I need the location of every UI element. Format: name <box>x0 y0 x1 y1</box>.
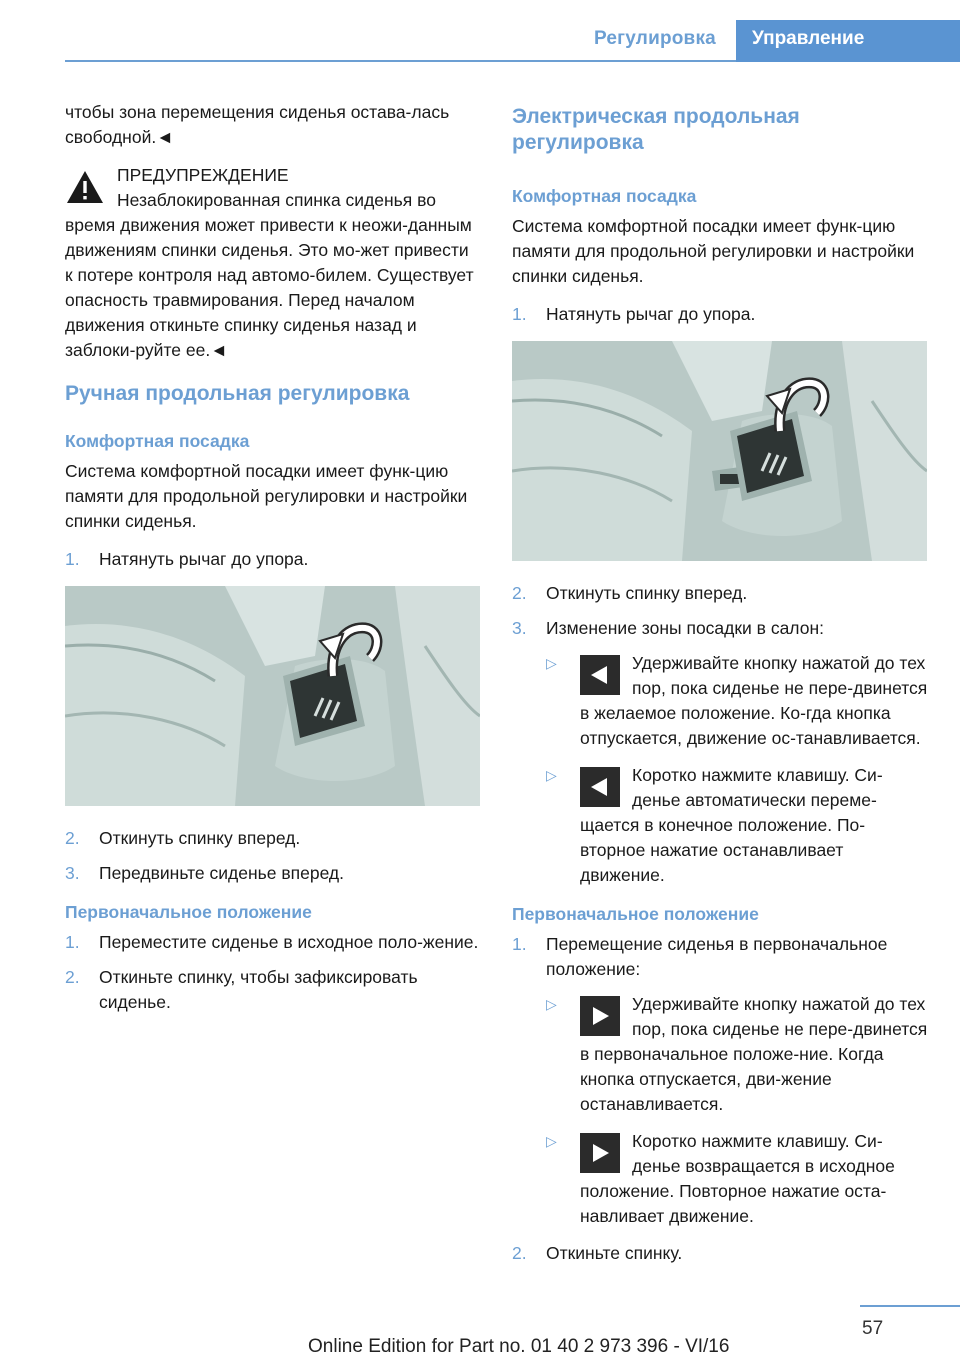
bullet-item: ▷ Коротко нажмите клавишу. Си-денье возвращается в исходное положение. Повторное нажатие оста-навливает движение. <box>546 1131 895 1226</box>
arrow-left-button-icon <box>580 655 620 695</box>
comfort-title-right: Комфортная посадка <box>512 186 697 206</box>
warning-text: Незаблокированная спинка сиденья во время движения может привести к неожи-данным движениям спинки сиденья. Это мо-жет привести к потере контроля над автомо-билем. Существует опасность травмирования. Перед началом движения откиньте спинку сиденья назад и заблоки-руйте ее.◄ <box>65 190 474 360</box>
comfort-text-right: Система комфортной посадки имеет функ-цию памяти для продольной регулировки и настройки спинки сиденья. <box>512 216 915 286</box>
warning-icon <box>65 169 105 205</box>
steps-list-right-2 <box>512 581 930 888</box>
comfort-text: Система комфортной посадки имеет функ-цию памяти для продольной регулировки и настройки спинки сиденья. <box>65 461 468 531</box>
arrow-left-button-icon <box>580 767 620 807</box>
list-item: 2. Откиньте спинку, чтобы зафиксировать сиденье. <box>65 967 418 1012</box>
bullet-item: ▷ Удерживайте кнопку нажатой до тех пор, пока сиденье не пере-двинется в желаемое положение. Ко-гда кнопка отпускается, движение ос-танавливается. <box>546 653 928 748</box>
page-number: 57 <box>862 1318 884 1339</box>
list-item: 1. Перемещение сиденья в первоначальное положение: ▷ Удерживайте кнопку нажатой до тех пор, пока сиденье не пере-двинется в первоначальное положе-ние. Когда кнопка отпускается, дви-жение останавливается. ▷ Коротко нажмите клавишу. Си-денье возвращается в исходное положение. Повторное нажатие оста-навливает движение. <box>512 932 930 1229</box>
triangle-bullet-icon: ▷ <box>546 767 557 783</box>
list-item: 1. Натянуть рычаг до упора. <box>512 304 756 324</box>
list-item: 2. Откинуть спинку вперед. <box>65 828 301 848</box>
triangle-bullet-icon: ▷ <box>546 655 557 671</box>
seat-lever-illustration-right <box>512 341 927 561</box>
warning-title: ПРЕДУПРЕЖДЕНИЕ <box>117 165 289 185</box>
tab-controls[interactable]: Управление <box>736 20 960 62</box>
list-item: 1. Натянуть рычаг до упора. <box>65 549 309 569</box>
intro-text: чтобы зона перемещения сиденья остава-лась свободной.◄ <box>65 102 450 147</box>
triangle-bullet-icon: ▷ <box>546 1133 557 1149</box>
initial-steps-list-right <box>512 932 930 1266</box>
arrow-right-button-icon <box>580 1133 620 1173</box>
footer-rule <box>860 1305 960 1307</box>
tab-adjustment[interactable]: Регулировка <box>594 28 716 49</box>
list-item: 2. Откиньте спинку. <box>512 1243 683 1263</box>
bullet-item: ▷ Коротко нажмите клавишу. Си-денье автоматически переме-щается в конечное положение. По-вторное нажатие останавливает движение. <box>546 765 883 885</box>
initial-steps-list <box>65 930 480 1015</box>
right-column <box>512 100 930 1278</box>
initial-position-title: Первоначальное положение <box>65 902 312 922</box>
comfort-title: Комфортная посадка <box>65 431 250 451</box>
triangle-bullet-icon: ▷ <box>546 996 557 1012</box>
list-item: 2. Откинуть спинку вперед. <box>512 583 748 603</box>
edition-text: Online Edition for Part no. 01 40 2 973 396 - VI/16 <box>308 1336 730 1357</box>
bullet-item: ▷ Удерживайте кнопку нажатой до тех пор, пока сиденье не пере-двинется в первоначальное положе-ние. Когда кнопка отпускается, дви-жение останавливается. <box>546 994 928 1114</box>
seat-lever-illustration <box>65 586 480 806</box>
steps-list-2 <box>65 826 480 886</box>
left-column <box>65 100 480 1027</box>
list-item: 3. Передвиньте сиденье вперед. <box>65 863 345 883</box>
list-item: 3. Изменение зоны посадки в салон: ▷ Удерживайте кнопку нажатой до тех пор, пока сиденье не пере-двинется в желаемое положение. Ко-гда кнопка отпускается, движение ос-танавливается. ▷ Коротко нажмите клавишу. Си-денье автоматически переме-щается в конечное положение. По-вторное нажатие останавливает движение. <box>512 616 930 888</box>
steps-list-right <box>512 302 930 327</box>
section-title-electric: Электрическая продольная регулировка <box>512 105 800 154</box>
initial-position-title-right: Первоначальное положение <box>512 904 759 924</box>
warning-block <box>65 163 480 363</box>
list-item: 1. Переместите сиденье в исходное поло-жение. <box>65 932 479 952</box>
steps-list <box>65 547 480 572</box>
arrow-right-button-icon <box>580 996 620 1036</box>
section-title-manual: Ручная продольная регулировка <box>65 382 410 405</box>
